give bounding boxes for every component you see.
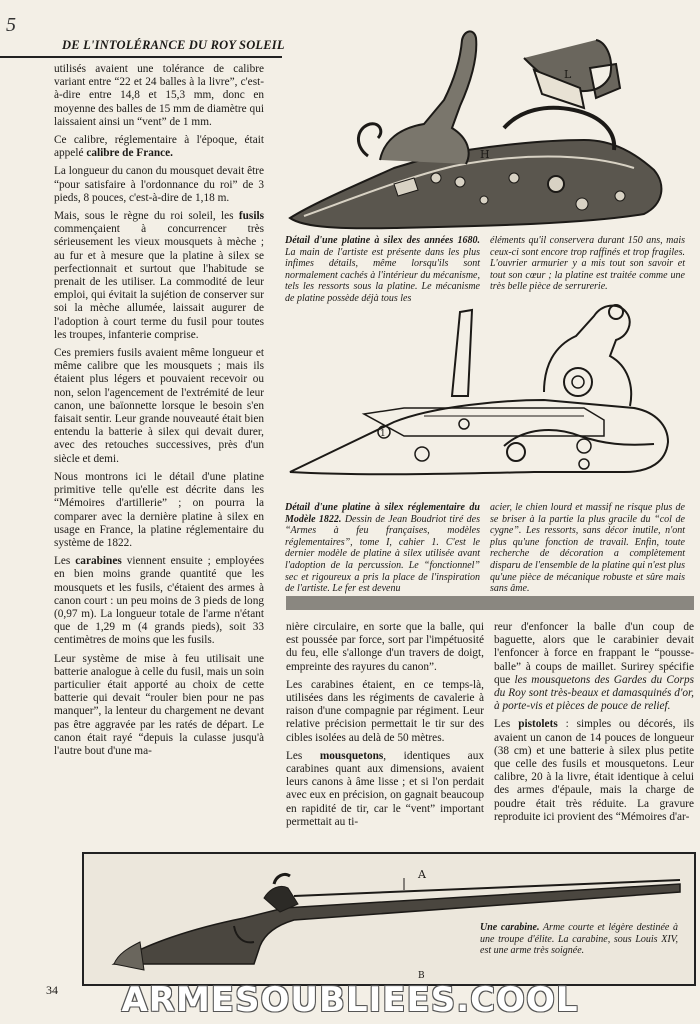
- term-fusils: fusils: [238, 210, 264, 223]
- term-mousquetons: mousquetons: [319, 749, 384, 762]
- carbine-label-a: A: [418, 868, 426, 881]
- paragraph: Les carabines viennent ensuite ; employées en bien moins grande quantité que les mousquets et les fusils, c'étaient des armes à canon court : un peu moins de 3 pieds de long (0,97 m). La longueur totale de l'arme n'étant que de 1,29 m (4 grands pieds), soit 33 centimètres de moins que les fusils.: [54, 555, 264, 647]
- term-calibre-de-france: calibre de France.: [86, 147, 174, 160]
- caption-fig2-right: acier, le chien lourd et massif ne risque plus de se briser à la partie la plus gracile du “col de cygne”. Les ressorts, sans décor inutile, n'ont plus qu'une fonction de travail. Enfin, toute recherche de décoration a complètement disparu de l'ensemble de la platine qui n'est plus qu'une pièce de mécanique robuste et sûre mais sans âme.: [490, 502, 685, 595]
- lock1-label-l: L: [564, 68, 572, 81]
- term-pistolets: pistolets: [518, 718, 558, 731]
- page-number: 34: [46, 983, 58, 997]
- section-band: [286, 596, 694, 610]
- engraving-carbine: [84, 854, 690, 980]
- paragraph: Les carabines étaient, en ce temps-là, utilisées dans les régiments de cavalerie à raison d'une compagnie par régiment. Leur relative précision permettait le tir sur des cibles isolées au delà de 50 mètres.: [286, 678, 484, 744]
- paragraph: Nous montrons ici le détail d'une platine primitive telle qu'elle est décrite dans les “Mémoires d'artillerie” ; on pourra la comparer avec la dernière platine à silex en usage en France, la platine réglementaire du système de 1822.: [54, 470, 264, 549]
- margin-mark: 5: [6, 14, 16, 36]
- paragraph: Leur système de mise à feu utilisait une batterie analogue à celle du fusil, mais un soin particulier était apporté au choix de cette batterie qui devait “rouler bien pour ne pas manquer”, la lenteur du chargement ne devant pas être aggravée par les ratés de départ. Le canon était rayé “depuis la culasse jusqu'à l'autre bout d'une ma-: [54, 652, 264, 757]
- watermark-text: ARMESOUBLIEES.COOL: [121, 980, 579, 1020]
- paragraph: reur d'enfoncer la balle d'un coup de baguette, alors que le carabinier devait l'enfoncer à force en frappant le “pousse-balle” à coups de maillet. Surirey spécifie que les mousquetons des Gardes du Corps du Roy sont très-beaux et damasquinés d'or, à porte-vis et pièces de pouce de relief.: [494, 621, 694, 713]
- lock2-label-1: 1: [380, 429, 386, 439]
- caption-fig3: Une carabine. Arme courte et légère destinée à une troupe d'élite. La carabine, sous Louis XIV, est une arme très soignée.: [480, 922, 678, 957]
- caption-fig1-right: éléments qu'il conservera durant 150 ans, mais ceux-ci sont encore trop raffinés et trop fragiles. L'ouvrier armurier y a mis tout son savoir et tout son cœur ; la platine est traitée comme une très belle pièce de serrurerie.: [490, 235, 685, 293]
- drawing-flintlock-1822: [284, 296, 698, 500]
- paragraph: La longueur du canon du mousquet devait être “pour satisfaire à l'ordonnance du roi” de 3 pieds, 8 pouces, c'est-à-dire de 1,18 m.: [54, 165, 264, 204]
- paragraph: Mais, sous le règne du roi soleil, les fusils commençaient à concurrencer très sérieusement les vieux mousquets à mèche ; au fur et à mesure que la platine à silex se perfectionnait et surtout que l'habitude se prenait de les utiliser. La commodité de leur emploi, qui évitait la sujétion de conserver sur soi la mèche allumée, laissait augurer de l'adoption à court terme du fusil pour toutes les troupes, infanterie comprise.: [54, 210, 264, 341]
- figure-carbine-box: [82, 852, 696, 986]
- paragraph: Les mousquetons, identiques aux carabines quant aux dimensions, avaient leurs canons à âme lisse ; et si l'on perdait avec eux en précision, on gagnait beaucoup en rapidité de tir, car le “vent” important permettait au ti-: [286, 749, 484, 828]
- paragraph: Ce calibre, réglementaire à l'époque, était appelé calibre de France.: [54, 134, 264, 160]
- header-rule: [0, 56, 282, 58]
- paragraph: utilisés avaient une tolérance de calibre variant entre “22 et 24 balles à la livre”, c'est-à-dire entre 14,8 et 15,3 mm, donc en moyenne des balles de 15 mm de diamètre qui laissaient ainsi un “vent” de 1 mm.: [54, 63, 264, 128]
- engraving-flintlock-1680: [284, 28, 690, 234]
- carbine-label-b: B: [418, 971, 425, 980]
- paragraph: Les pistolets : simples ou décorés, ils avaient un canon de 14 pouces de longueur (38 cm) et une batterie à silex plus petite que celle des fusils et mousquetons. Leur calibre, 20 à la livre, était identique à celui des armes d'épaule, mais la charge de poudre était très réduite. La gravure reproduite ici provient des “Mémoires d'ar-: [494, 718, 695, 823]
- paragraph: Ces premiers fusils avaient même longueur et même calibre que les mousquets ; mais ils étaient plus légers et pouvaient recevoir ou non, selon l'agencement de l'extrémité de leur canon, une baïonnette lorsque le besoin s'en faisait sentir. Leur grande nouveauté était bien entendu la batterie à silex qui devait durer, avec des retouches successives, près d'un siècle et demi.: [54, 347, 264, 465]
- caption-fig2-left: Détail d'une platine à silex réglementaire du Modèle 1822. Dessin de Jean Boudriot tiré des “Armes à feu françaises, modèles réglementaires”, tome I, cahier 1. C'est le dernier modèle de platine à silex utilisée avant l'adoption de la percussion. Le “fonctionnel” sec et rigoureux a pris la place de l'inspiration de l'artiste. Le fer est devenu: [285, 502, 481, 595]
- text-column-left: [54, 63, 264, 763]
- caption-fig1-left: Détail d'une platine à silex des années 1680. La main de l'artiste est présente dans les plus infimes détails, même lorsqu'ils sont normalement cachés à l'intérieur du mécanisme, tels les ressorts sous la platine. Le mécanisme de platine possède déjà tous les: [285, 235, 480, 304]
- paragraph: nière circulaire, en sorte que la balle, qui est poussée par force, sort par l'impétuosité du feu, elle s'allonge d'un travers de doigt, empreinte des rayures du canon”.: [286, 621, 484, 673]
- running-head: DE L'INTOLÉRANCE DU ROY SOLEIL: [62, 38, 285, 52]
- text-column-middle: [286, 621, 484, 834]
- lock1-label-h: H: [480, 148, 490, 161]
- text-column-right: [494, 621, 694, 829]
- term-carabines: carabines: [75, 555, 122, 568]
